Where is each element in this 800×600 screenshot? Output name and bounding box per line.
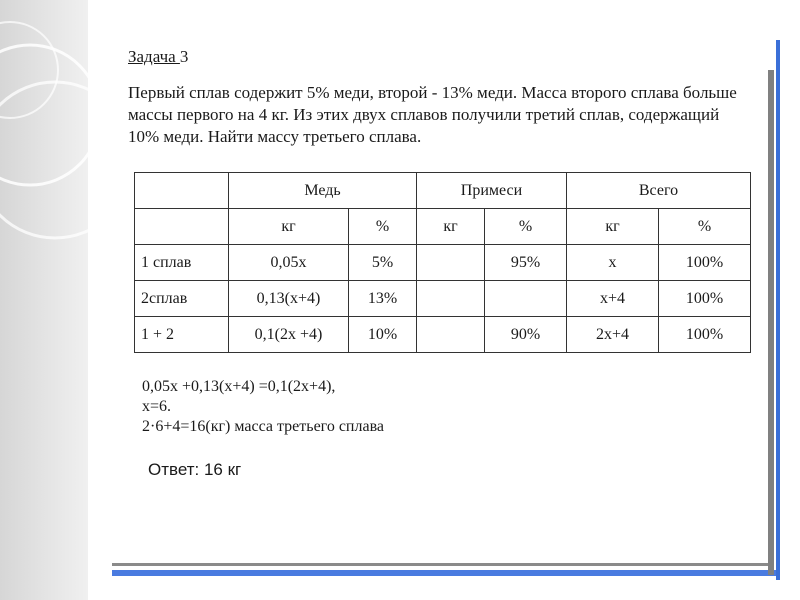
table-cell: 95% xyxy=(485,245,567,281)
problem-text: Первый сплав содержит 5% меди, второй - 13% меди. Масса второго сплава больше массы первого на 4 кг. Из этих двух сплавов получили третий сплав, содержащий 10% меди. Найти массу третьего сплава. xyxy=(128,83,737,146)
alloy-table xyxy=(134,172,751,353)
decorative-sidebar xyxy=(0,0,88,600)
table-cell: 0,05x xyxy=(229,245,349,281)
table-row xyxy=(135,245,751,281)
frame-line-blue xyxy=(112,570,777,576)
table-cell xyxy=(417,245,485,281)
table-row xyxy=(135,317,751,353)
table-cell: 10% xyxy=(349,317,417,353)
table-cell: 100% xyxy=(659,281,751,317)
frame-line-right-gray xyxy=(768,70,774,575)
unit-cell: % xyxy=(659,209,751,245)
unit-cell: % xyxy=(349,209,417,245)
row-label: 1 + 2 xyxy=(135,317,229,353)
table-cell: 5% xyxy=(349,245,417,281)
table-cell: x xyxy=(567,245,659,281)
task-title xyxy=(128,47,188,67)
unit-cell: кг xyxy=(417,209,485,245)
table-cell xyxy=(485,281,567,317)
frame-line-gray xyxy=(112,563,770,566)
unit-cell: кг xyxy=(229,209,349,245)
table-cell: 90% xyxy=(485,317,567,353)
table-units-row xyxy=(135,209,751,245)
table-units-label-cell xyxy=(135,209,229,245)
table-cell: 2x+4 xyxy=(567,317,659,353)
header-copper: Медь xyxy=(229,173,417,209)
table-cell: 100% xyxy=(659,317,751,353)
table-cell: 13% xyxy=(349,281,417,317)
header-impurities: Примеси xyxy=(417,173,567,209)
solution-result: 2·6+4=16(кг) масса третьего сплава xyxy=(142,418,385,435)
header-total: Всего xyxy=(567,173,751,209)
task-title-word: Задача xyxy=(128,47,180,66)
solution-root: x=6. xyxy=(142,398,172,415)
row-label: 2сплав xyxy=(135,281,229,317)
answer-text: Ответ: 16 кг xyxy=(148,460,242,479)
unit-cell: % xyxy=(485,209,567,245)
row-label: 1 сплав xyxy=(135,245,229,281)
table-row xyxy=(135,281,751,317)
table-cell xyxy=(417,281,485,317)
table-header-row xyxy=(135,173,751,209)
table-cell: 0,1(2x +4) xyxy=(229,317,349,353)
unit-cell: кг xyxy=(567,209,659,245)
solution-equation: 0,05x +0,13(x+4) =0,1(2x+4), xyxy=(142,378,336,395)
task-title-number: 3 xyxy=(179,47,189,66)
frame-line-right-blue xyxy=(776,40,780,580)
table-cell: 0,13(x+4) xyxy=(229,281,349,317)
table-corner-cell xyxy=(135,173,229,209)
table-cell xyxy=(417,317,485,353)
solution-block xyxy=(142,377,384,437)
table-cell: x+4 xyxy=(567,281,659,317)
table-cell: 100% xyxy=(659,245,751,281)
decorative-circles xyxy=(0,0,88,600)
